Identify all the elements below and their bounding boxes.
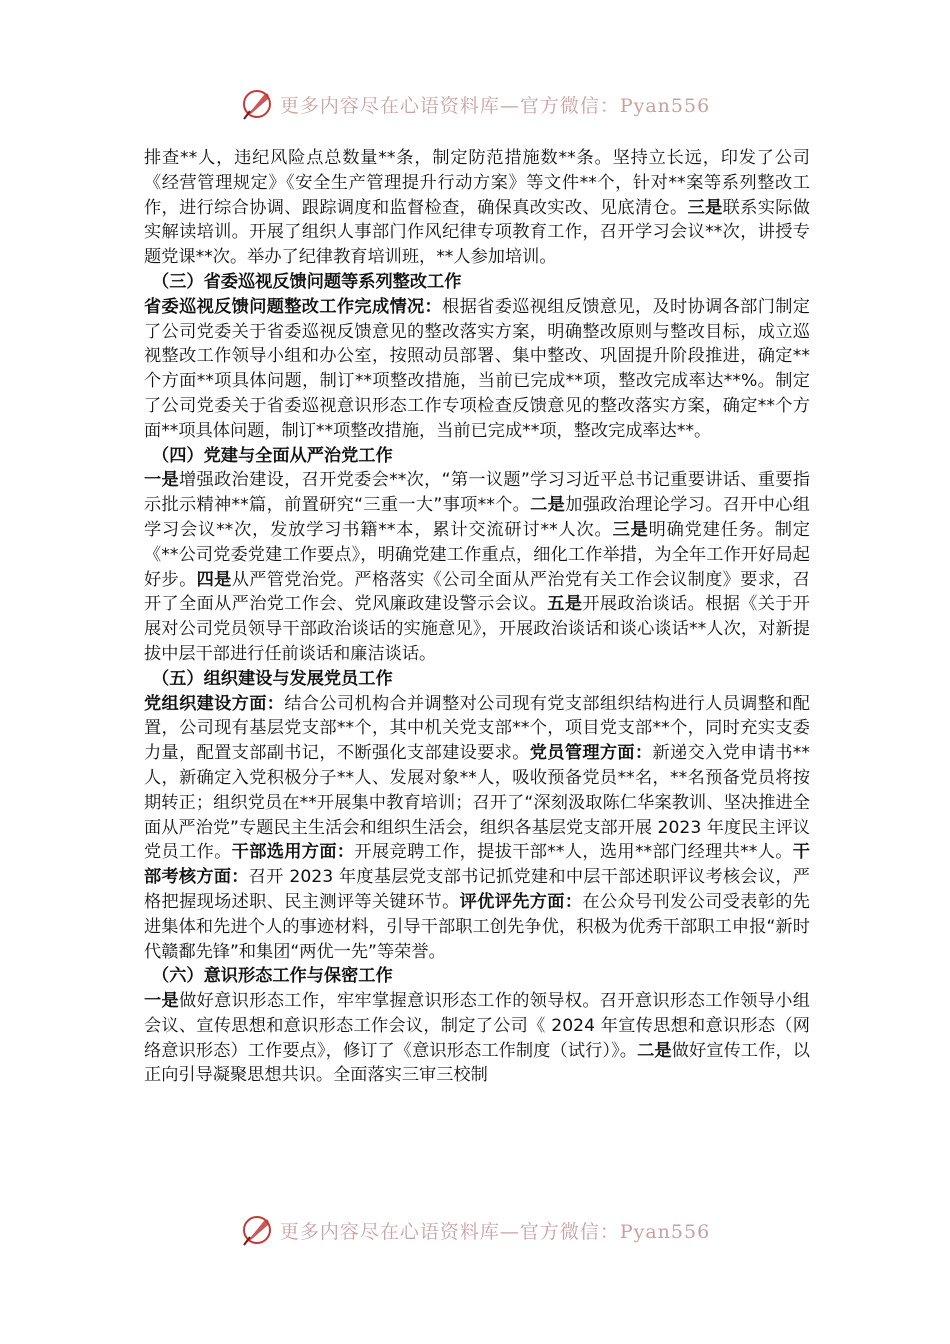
watermark-text: 更多内容尽在心语资料库—官方微信：Pyan556 [279,94,711,117]
section-heading-3: （三）省委巡视反馈问题等系列整改工作 [152,271,462,292]
paragraph: 一是做好意识形态工作，牢牢掌握意识形态工作的领导权。召开意识形态工作领导小组会议、宣传思想和意识形态工作会议，制定了公司《 2024 年宣传思想和意识形态（网络意识形态）工作要点》，修订了《意识形态工作制度（试行）》。二是做好宣传工作，以正向引导凝聚思想共识。全面落实三审三校制 [144,991,810,1086]
watermark-footer [0,1210,950,1250]
watermark-text: 更多内容尽在心语资料库—官方微信：Pyan556 [279,1220,711,1243]
quill-logo-icon [240,87,274,121]
paragraph: 党组织建设方面：结合公司机构合并调整对公司现有党支部组织结构进行人员调整和配置，公司现有基层党支部**个，其中机关党支部**个，项目党支部**个，同时充实支委力量，配置支部副书记，不断强化支部建设要求。党员管理方面：新递交入党申请书**人，新确定入党积极分子**人、发展对象**人，吸收预备党员**名，**名预备党员将按期转正；组织党员在**开展集中教育培训；召开了“深刻汲取陈仁华案教训、坚决推进全面从严治党”专题民主生活会和组织生活会，组织各基层党支部开展 2023 年度民主评议党员工作。干部选用方面：开展竞聘工作，提拔干部**人，选用**部门经理共**人。干部考核方面：召开 2023 年度基层党支部书记抓党建和中层干部述职评议考核会议，严格把握现场述职、民主测评等关键环节。评优评先方面：在公众号刊发公司受表彰的先进集体和先进个人的事迹材料，引导干部职工创先争优，积极为优秀干部职工申报“新时代赣鄱先锋”和集团“两优一先”等荣誉。 [144,693,810,962]
document-body [144,146,810,1088]
quill-logo-icon [240,1213,274,1247]
section-heading-5: （五）组织建设与发展党员工作 [152,668,393,689]
paragraph: 排查**人，违纪风险点总数量**条，制定防范措施数**条。坚持立长远，印发了公司《经营管理规定》《安全生产管理提升行动方案》等文件**个，针对**案等系列整改工作，进行综合协调、跟踪调度和监督检查，确保真改实改、见底清仓。三是联系实际做实解读培训。开展了组织人事部门作风纪律专项教育工作，召开学习会议**次，讲授专题党课**次。举办了纪律教育培训班，**人参加培训。 [144,148,810,268]
section-heading-4: （四）党建与全面从严治党工作 [152,445,393,466]
paragraph: 一是增强政治建设，召开党委会**次，“第一议题”学习习近平总书记重要讲话、重要指示批示精神**篇，前置研究“三重一大”事项**个。二是加强政治理论学习。召开中心组学习会议**次，发放学习书籍**本，累计交流研讨**人次。三是明确党建任务。制定《**公司党委党建工作要点》，明确党建工作重点，细化工作举措，为全年工作开好局起好步。四是从严管党治党。严格落实《公司全面从严治党有关工作会议制度》要求，召开了全面从严治党工作会、党风廉政建设警示会议。五是开展政治谈话。根据《关于开展对公司党员领导干部政治谈话的实施意见》，开展政治谈话和谈心谈话**人次，对新提拔中层干部进行任前谈话和廉洁谈话。 [144,470,810,664]
section-heading-6: （六）意识形态工作与保密工作 [152,966,393,987]
watermark-header [0,84,950,124]
paragraph: 省委巡视反馈问题整改工作完成情况：根据省委巡视组反馈意见，及时协调各部门制定了公司党委关于省委巡视反馈意见的整改落实方案，明确整改原则与整改目标，成立巡视整改工作领导小组和办公室，按照动员部署、集中整改、巩固提升阶段推进，确定**个方面**项具体问题，制订**项整改措施，当前已完成**项，整改完成率达**%。制定了公司党委关于省委巡视意识形态工作专项检查反馈意见的整改落实方案，确定**个方面**项具体问题，制订**项整改措施，当前已完成**项，整改完成率达**。 [144,296,810,441]
